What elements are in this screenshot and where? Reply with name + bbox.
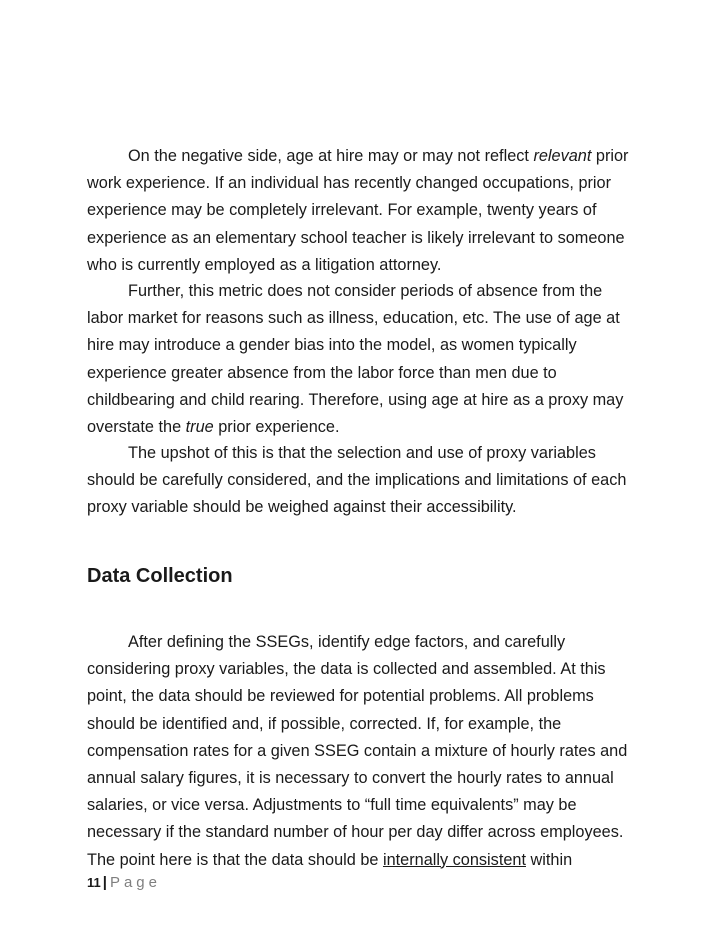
paragraph-negative-side bbox=[87, 143, 653, 279]
paragraph-line: After defining the SSEGs, identify edge factors, and carefully bbox=[128, 633, 566, 651]
page-number: 11 bbox=[87, 875, 101, 890]
page-label: Page bbox=[109, 874, 161, 891]
footer-separator: | bbox=[102, 874, 107, 891]
paragraph-line: Further, this metric does not consider periods of absence from the bbox=[128, 282, 603, 300]
underline-internally-consistent: internally consistent bbox=[382, 850, 526, 869]
paragraph-line: compensation rates for a given SSEG contain a mixture of hourly rates and bbox=[87, 741, 628, 760]
paragraph-line: The point here is that the data should be internally consistent within bbox=[87, 850, 573, 869]
section-heading-data-collection: Data Collection bbox=[87, 565, 233, 587]
paragraph-line: On the negative side, age at hire may or may not reflect relevant prior bbox=[128, 147, 629, 165]
paragraph-line: should be identified and, if possible, corrected. If, for example, the bbox=[87, 714, 562, 733]
paragraph-line: should be carefully considered, and the implications and limitations of each bbox=[87, 471, 627, 490]
paragraph-line: considering proxy variables, the data is collected and assembled. At this bbox=[87, 660, 606, 679]
paragraph-line: labor market for reasons such as illness, education, etc. The use of age at bbox=[87, 309, 620, 328]
paragraph-line: overstate the true prior experience. bbox=[87, 418, 340, 437]
paragraph-line: point, the data should be reviewed for potential problems. All problems bbox=[87, 687, 594, 706]
paragraph-line: proxy variable should be weighed against their accessibility. bbox=[87, 498, 517, 517]
paragraph-line: necessary if the standard number of hour per day differ across employees. bbox=[87, 823, 624, 842]
paragraph-line: salaries, or vice versa. Adjustments to “full time equivalents” may be bbox=[87, 796, 577, 815]
paragraph-line: experience may be completely irrelevant. For example, twenty years of bbox=[87, 201, 597, 220]
emphasis-relevant: relevant bbox=[533, 147, 592, 165]
page-footer bbox=[87, 874, 161, 891]
paragraph-absence bbox=[87, 278, 653, 441]
paragraph-line: work experience. If an individual has recently changed occupations, prior bbox=[87, 174, 612, 193]
paragraph-line: hire may introduce a gender bias into the model, as women typically bbox=[87, 336, 577, 355]
paragraph-line: annual salary figures, it is necessary to convert the hourly rates to annual bbox=[87, 769, 614, 788]
paragraph-line: who is currently employed as a litigation attorney. bbox=[87, 255, 442, 274]
paragraph-upshot bbox=[87, 440, 653, 522]
paragraph-line: The upshot of this is that the selection and use of proxy variables bbox=[128, 444, 596, 462]
paragraph-data-collection bbox=[87, 629, 653, 874]
paragraph-line: experience greater absence from the labor force than men due to bbox=[87, 363, 557, 382]
emphasis-true: true bbox=[185, 418, 214, 437]
paragraph-line: experience as an elementary school teacher is likely irrelevant to someone bbox=[87, 228, 625, 247]
paragraph-line: childbearing and child rearing. Therefore, using age at hire as a proxy may bbox=[87, 390, 624, 409]
